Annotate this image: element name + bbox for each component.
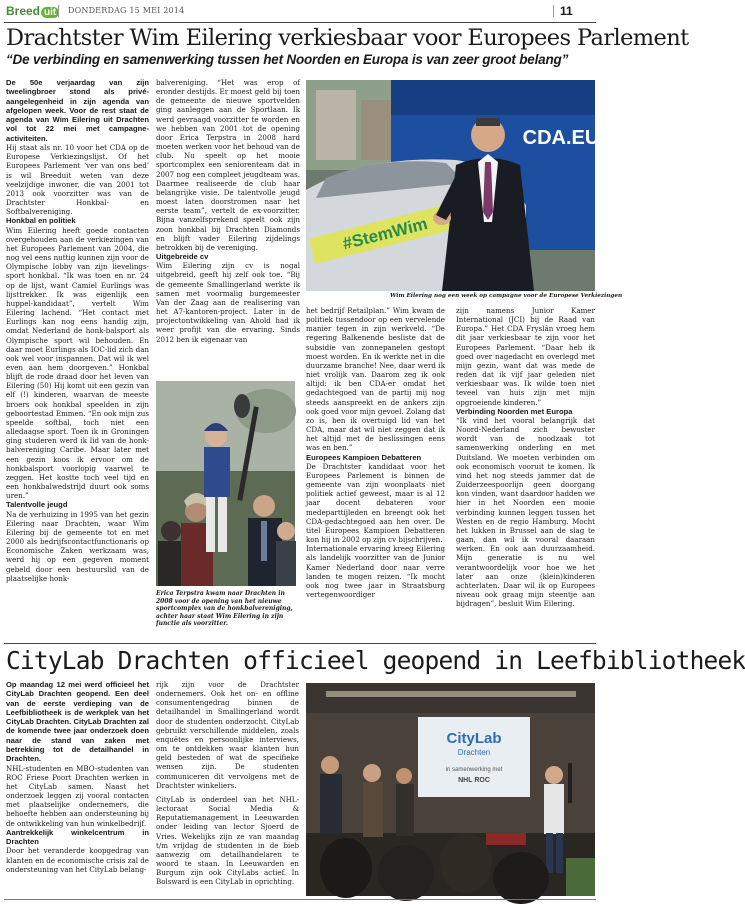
paragraph: Hij staat als nr. 10 voor het CDA op de Europese Verkiezingslijst. Of het Europees Parlement ‘ver van ons bed’ is wil Breeduit weten van deze veelzijdige inwoner, die van 2001 tot 2013 ook voorzitter was van de Drachtster Honkbal- en Softbalvereniging. — [6, 143, 149, 217]
section-heading: Aantrekkelijk winkelcentrum in Drachten — [6, 827, 149, 847]
paragraph: Door het veranderde koopgedrag van klanten en de economische crisis zal de ondersteuning van het CityLab belang- — [6, 846, 149, 874]
paragraph: CityLab is onderdeel van het NHL-lectoraat Social Media & Reputatiemanagement in Leeuwarden onder leiding van lector Sjoerd de Vries. Wekelijks zijn ze van maandag t/m vrijdag de studenten in de bieb aanwezig om detailhandelaren te woord te staan. In Leeuwarden en Burgum zijn ook CityLabs actief. In Bolsward is een CityLab in oprichting. — [156, 794, 299, 887]
header-rule — [4, 22, 596, 23]
paragraph: Na de verhuizing in 1995 van het gezin Eilering naar Drachten, waar Wim Eilering bij de gemeente tot en met 2000 als bedrijfscontactfunctionaris op Economische Zaken werkzaam was, werd hij op een gegeven moment gebeld door een bestuurslid van de plaatselijke honk- — [6, 509, 149, 583]
paragraph: zijn namens Junior Kamer International (JCI) bij de Raad van Europa.” Het CDA Fryslân vroeg hem dit jaar verkiesbaar te zijn voor het Europees Parlement. “Daar heb ik goed over nagedacht en overlegd met mijn gezin, want dat was mede de reden dat ik vijf jaar geleden niet verkiesbaar was. Ik wilde toen niet teveel van huis zijn met mijn opgroeiende kinderen.” — [456, 306, 595, 407]
section-heading: Honkbal en politiek — [6, 216, 76, 226]
screen-subtitle: Drachten — [457, 748, 491, 757]
article-separator — [4, 643, 596, 644]
article-lead: Op maandag 12 mei werd officieel het CityLab Drachten geopend. Een deel van de eerste verdieping van de Leefbibliotheek is de werkplek van het CityLab Drachten. CityLab Drachten zal de komende twee jaar onderzoek doen naar de stand van zaken met betrekking tot de detailhandel in Drachten. — [6, 680, 149, 764]
paragraph: NHL-studenten en MBO-studenten van ROC Friese Poort Drachten werken in het CityLab samen. Naast het onderzoek leggen zij vooral contacten met plaatselijke ondernemers, die behoefte hebben aan ondersteuning bij de ontwikkeling van hun winkelbedrijf. — [6, 763, 149, 828]
paragraph: Wim Eilering heeft goede contacten overgehouden aan de verkiezingen van het Europees Parlement van 2004, die nog vel eens nuttig kunnen zijn voor de Olympische lobby van zijn lievelings-sport honkbal. “Ik was toen en nr. 24 op de lijst, want Camiel Eurlings was lijsttrekker. Ik was eigenlijk een huppel-kandidaat”, vertelt Wim Eilering lachend. “Het contact met Eurlings kan nog eens handig zijn, omdat Nederland de honk-balsport als Olympische sport wil behouden. En daar moet Eurlings als IOC-lid zich dan ook wel voor inspannen. Dat wil ik wel even aan hem doorgeven.” Honkbal blijft de rode draad door het leven van Eilering (50) Hij komt uit een gezin van elf (!) kinderen, waarvan de meeste broers ook honkbal speelden in zijn geboortestad Emmen. “En ook mijn zus speelde softbal, toch niet een alledaagse sport. Toen ik in Groningen ging studeren werd ik lid van de honk-balvereniging Caribe. Maar later met een gezin koos ik ervoor om de honkbalsport voorlopig vaarwel te zeggen. Het kostte toch veel tijd en een honkbalwedstrijd duurt ook soms uren.” — [6, 225, 149, 501]
article1-column-2 — [156, 78, 300, 378]
article1-column-1 — [6, 78, 149, 638]
campaign-banner-text: #StemWim — [340, 213, 430, 254]
section-heading: Uitgebreide cv — [156, 251, 209, 261]
article1-column-4 — [456, 306, 595, 638]
paragraph: Wim Eilering zijn cv is nogal uitgebreid, geeft hij zelf ook toe. “Bij de gemeente Smallingerland werkte ik samen met voormalig burgemeester Van der Zaag aan de realisering van het A7-kantoren-project. Later in de projectontwikkeling van Ahold had ik weer profijt van die ervaring. Sinds 2012 ben ik eigenaar van — [156, 261, 300, 344]
page-bottom-rule — [4, 899, 596, 900]
paragraph: rijk zijn voor de Drachtster ondernemers. Ook het on- en offline consumentengedrag binnen de detailhandel in Smallingerland wordt door de studenten onderzocht. CityLab gebruikt verschillende middelen, zoals enquêtes en persoonlijke interviews, om te ontdekken waar klanten hun geld besteden of wat de specifieke wensen zijn. De studenten communiceren dit vervolgens met de Drachtster winkeliers. — [156, 680, 299, 790]
photo-illustration — [156, 381, 295, 586]
photo-illustration — [306, 80, 600, 291]
article2-column-2 — [156, 680, 299, 898]
section-heading: Talentvolle jeugd — [6, 500, 68, 510]
paragraph: het bedrijf Retailplan.” Wim kwam de politiek tussendoor op een vervelende manier tegen in zijn werkveld. “De regering Balkenende besliste dat de subsidie van zonnepanelen gestopt moest worden. En ik werkte net in die duurzame branche! Nee, daar werd ik niet vrolijk van. Daarom zeg ik ook altijd: ik ben CDA-er omdat het gedachtegoed van de partij mij nog steeds aanspreekt en de ankers zijn ook goed voor mijn gevoel. Zolang dat zo is, ben ik overtuigd lid van het CDA, maar dat wil niet zeggen dat ik het altijd met de beslissingen eens was en ben.” — [306, 306, 445, 453]
photo-opening-sportcomplex — [156, 381, 295, 586]
section-heading: Verbinding Noorden met Europa — [456, 406, 573, 416]
paragraph: Internationale ervaring kreeg Eilering als landelijk voorzitter van de Junior Kamer Nederland door naar verre landen te mogen reizen. “Ik mocht ook nog twee jaar in Straatsburg vertegenwoordiger — [306, 544, 445, 599]
article-headline: Drachtster Wim Eilering verkiesbaar voor Europees Parlement — [6, 25, 689, 51]
section-heading: Europees Kampioen Debatteren — [306, 452, 422, 462]
photo-caption: Erica Terpstra kwam naar Drachten in 2008 voor de opening van het nieuwe sportcomplex van de honkbalvereniging, achter haar staat Wim Eilering in zijn functie als voorzitter. — [156, 590, 293, 628]
article1-column-3 — [306, 306, 445, 638]
paragraph: “Ik vind het vooral belangrijk dat Noord-Nederland zich bewuster wordt van de noodzaak tot samenwerking onderling en met Duitsland. We moeten verbinden om ook economisch vooruit te komen. Ik vind het nog steeds jammer dat de Zuiderzeespoorlijn geen doorgang kon vinden, want daardoor hadden we hier in het Noorden een mooie verbinding kunnen leggen tussen het Westen en de regio Hamburg. Mocht het lukken in Brussel aan de slag te gaan, dan wil ik vooral daaraan werken. En ook aan duurzaamheid. Mijn generatie is nu wel verantwoordelijk voor hoe we het later aan onze (klein)kinderen achterlaten. Daar wil ik op Europees niveau ook graag mijn steentje aan bijdragen”, besluit Wim Eilering. — [456, 416, 595, 609]
page-number: 11 — [560, 4, 573, 18]
paragraph: balvereniging. “Het was erop of eronder destijds. Er moest geld bij toen de gemeente de nieuwe sportvelden ging aanleggen aan de Sportlaan. Ik werd gevraagd voorzitter te worden en we hebben van 2001 tot de opening door Erica Terpstra in 2008 hard moeten werken voor het behoud van de club. Nu speelt op het mooie sportcomplex een seniorenteam dat in 2007 nog een compleet jeugdteam was. Daarmee realiseerde de club haar belangrijke visie. De talentvolle jeugd moest laten doorstromen naar het eerste team”, vertelt de ex-voorzitter. Bijna vanzelfsprekend speelt ook zijn zoon honkbal bij Drachten Diamonds en blijft vader Eilering zijdelings betrokken bij de vereniging. — [156, 78, 300, 252]
article-lead: De 50e verjaardag van zijn tweelingbroer stond als privé-aangelegenheid in zijn agenda van afgelopen week. Voor de rest staat de agenda van Wim Eilering uit Drachten vol tot 22 mei met campagne-activiteiten. — [6, 78, 149, 143]
screen-logo: CityLab — [446, 730, 502, 747]
photo-citylab-opening — [306, 683, 595, 896]
issue-date: DONDERDAG 15 MEI 2014 — [68, 6, 185, 15]
paragraph: De Drachtster kandidaat voor het Europees Parlement is binnen de gemeente van zijn woonplaats niet politiek actief geweest, maar is al 12 jaar docent debateren voor medeparttijleden en breengt ook het CDA-gedachtegoed aan hen over. De titel Europees Kampioen Debatteren kon hij in 2002 op zijn cv bijschrijven. — [306, 461, 445, 545]
bus-text: CDA.EU — [522, 127, 600, 149]
article-headline: CityLab Drachten officieel geopend in Leefbibliotheek — [6, 646, 745, 675]
article-subheadline: “De verbinding en samenwerking tussen het Noorden en Europa is van zeer groot belang” — [6, 52, 569, 67]
breeduit-logo: Breed uit — [6, 4, 59, 18]
photo-caption: Wim Eilering nog een week op campagne voor de Europese Verkiezingen — [390, 293, 623, 299]
photo-illustration — [306, 683, 595, 896]
photo-wim-eilering-campaign — [306, 80, 600, 291]
screen-line: NHL ROC — [458, 777, 490, 784]
article2-column-1 — [6, 680, 149, 898]
screen-line: in samenwerking met — [445, 767, 503, 773]
header-divider — [58, 5, 59, 17]
header-divider — [553, 5, 554, 17]
